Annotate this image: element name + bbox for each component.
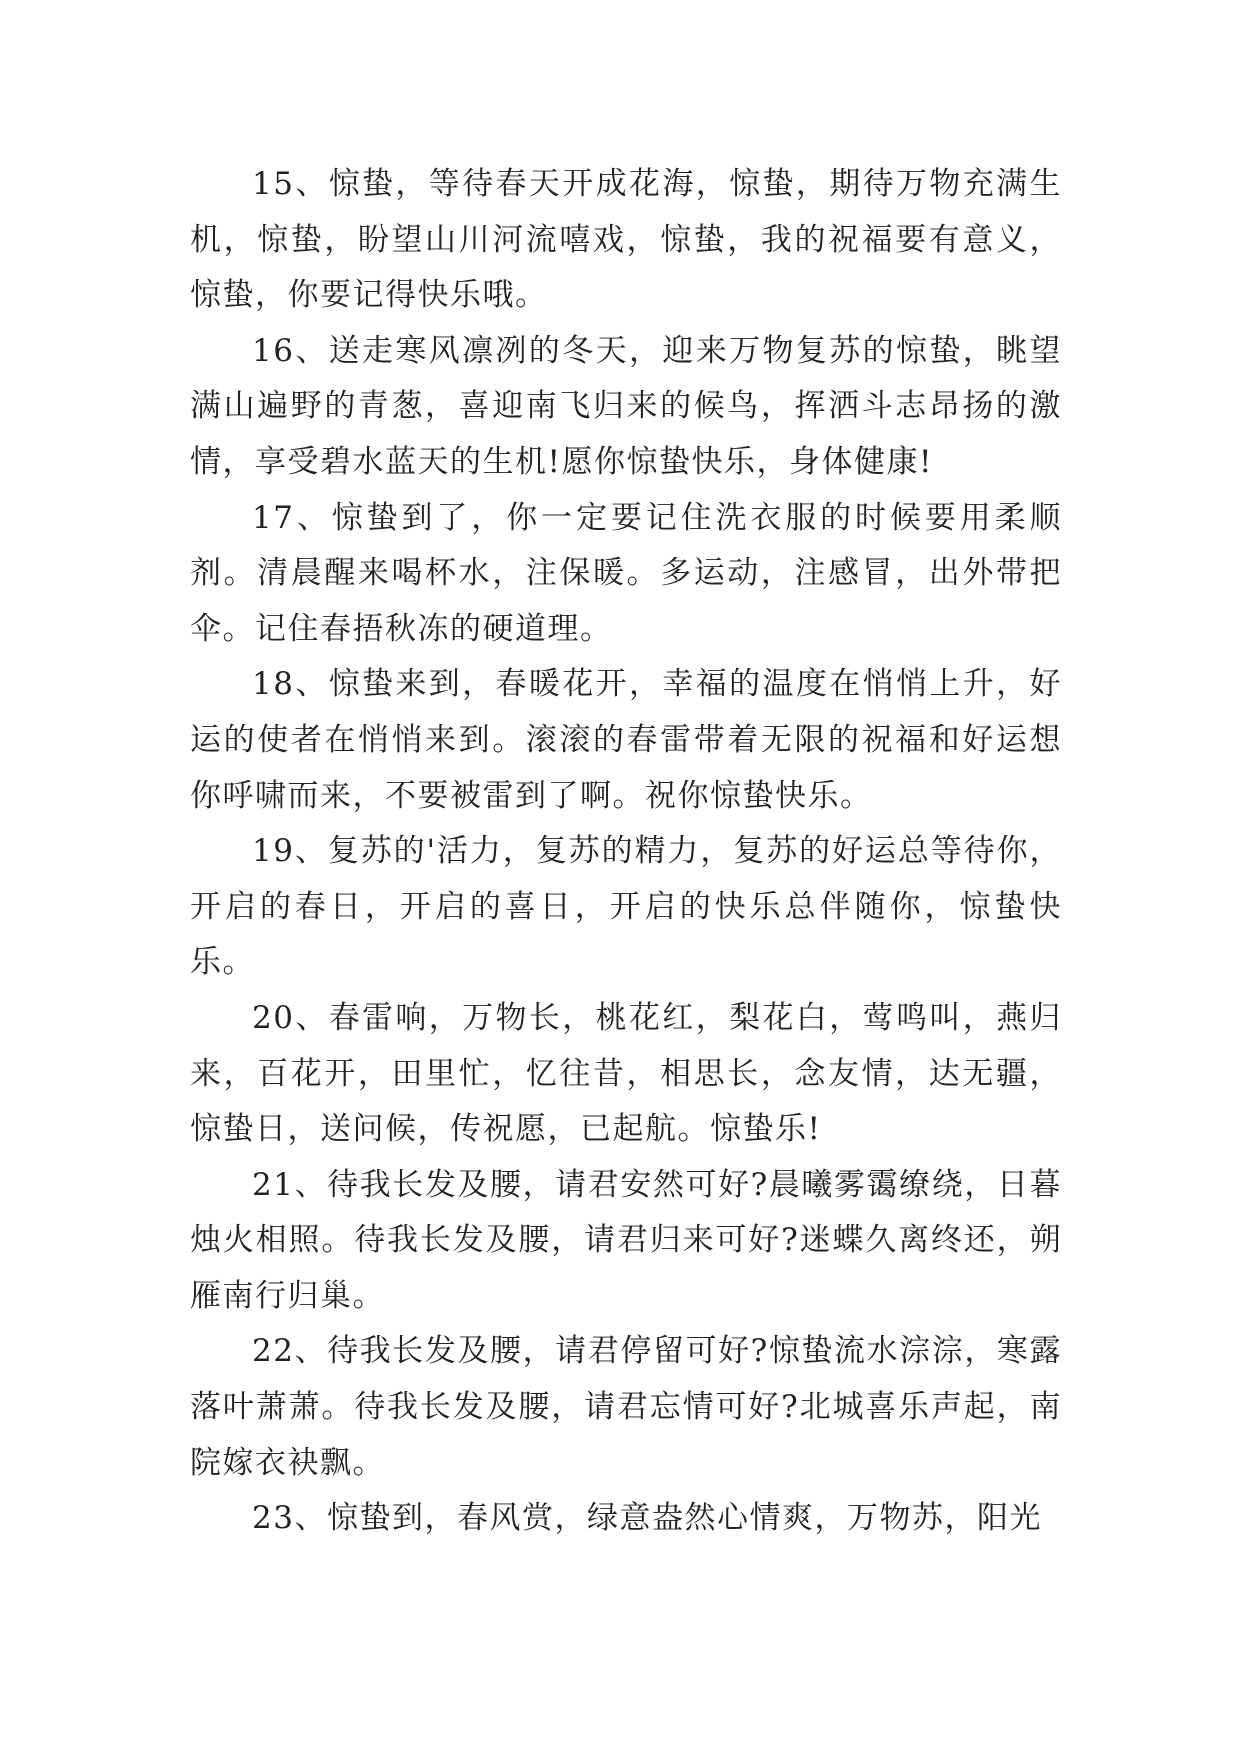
paragraph-21: 21、待我长发及腰，请君安然可好?晨曦雾霭缭绕，日暮烛火相照。待我长发及腰，请君归来可好?迷蝶久离终还，朔雁南行归巢。	[190, 1166, 1062, 1314]
paragraph-15: 15、惊蛰，等待春天开成花海，惊蛰，期待万物充满生机，惊蛰，盼望山川河流嘻戏，惊蛰，我的祝福要有意义，惊蛰，你要记得快乐哦。	[190, 166, 1062, 314]
paragraph-18: 18、惊蛰来到，春暖花开，幸福的温度在悄悄上升，好运的使者在悄悄来到。滚滚的春雷带着无限的祝福和好运想你呼啸而来，不要被雷到了啊。祝你惊蛰快乐。	[190, 666, 1062, 814]
document-body	[190, 157, 1062, 1547]
paragraph-22: 22、待我长发及腰，请君停留可好?惊蛰流水淙淙，寒露落叶萧萧。待我长发及腰，请君忘情可好?北城喜乐声起，南院嫁衣袂飘。	[190, 1333, 1062, 1481]
paragraph-17: 17、惊蛰到了，你一定要记住洗衣服的时候要用柔顺剂。清晨醒来喝杯水，注保暖。多运动，注感冒，出外带把伞。记住春捂秋冻的硬道理。	[190, 499, 1062, 647]
paragraph-19: 19、复苏的'活力，复苏的精力，复苏的好运总等待你，开启的春日，开启的喜日，开启的快乐总伴随你，惊蛰快乐。	[190, 833, 1062, 981]
paragraph-20: 20、春雷响，万物长，桃花红，梨花白，莺鸣叫，燕归来，百花开，田里忙，忆往昔，相思长，念友情，达无疆，惊蛰日，送问候，传祝愿，已起航。惊蛰乐!	[190, 999, 1062, 1148]
paragraph-23: 23、惊蛰到，春风赏，绿意盎然心情爽，万物苏，阳光	[252, 1500, 1042, 1537]
paragraph-16: 16、送走寒风凛冽的冬天，迎来万物复苏的惊蛰，眺望满山遍野的青葱，喜迎南飞归来的候鸟，挥洒斗志昂扬的激情，享受碧水蓝天的生机!愿你惊蛰快乐，身体健康!	[190, 332, 1062, 480]
